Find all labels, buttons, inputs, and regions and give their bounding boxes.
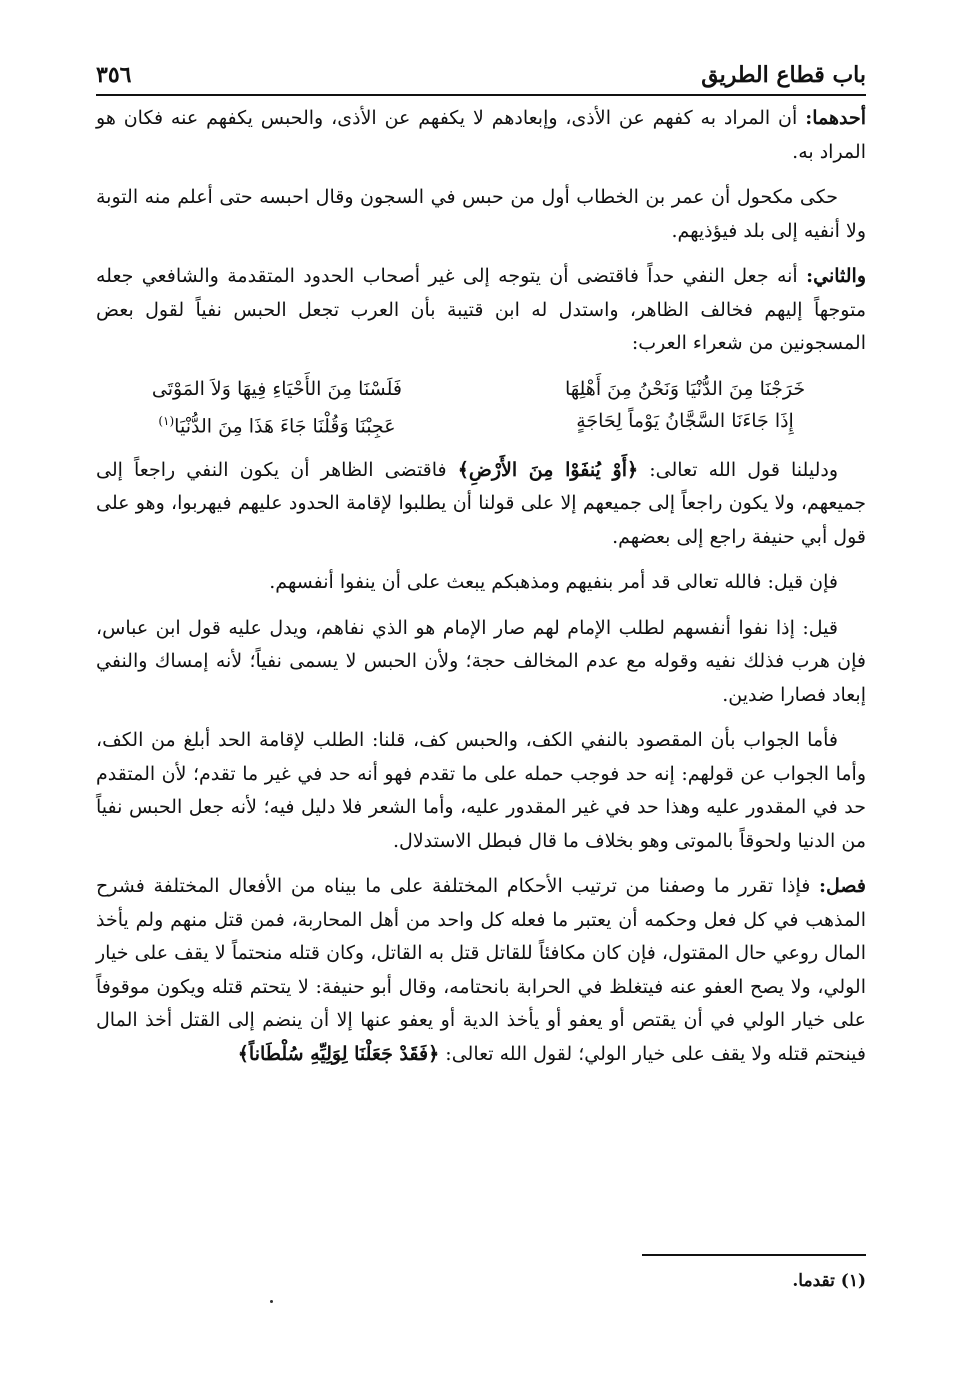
paragraph-8 [96, 870, 866, 1071]
paragraph-3-term: والثاني: [806, 265, 866, 287]
paragraph-7 [96, 724, 866, 858]
paragraph-4-text-a: ودليلنا قول الله تعالى: [638, 458, 838, 481]
scan-speck [270, 1300, 273, 1303]
paragraph-3-text: أنه جعل النفي حداً فاقتضى أن يتوجه إلى غير أصحاب الحدود المتقدمة والشافعي جعله متوجهاً إليهم فخالف الظاهر، واستدل له ابن قتيبة بأن العرب تجعل الحبس نفياً لقول بعض المسجونين من شعراء العرب: [96, 265, 866, 354]
footnote-reference: (١) [158, 413, 175, 428]
paragraph-6-text: قيل: إذا نفوا أنفسهم لطلب الإمام لهم صار الإمام هو الذي نفاهم، ويدل عليه قول ابن عباس، فإن هرب فذلك نفيه وقوله مع عدم المخالف حجة؛ ولأن الحبس لا يسمى نفياً؛ لأنه إمساك والنفي إبعاد فصارا ضدين. [96, 616, 866, 706]
poem-line-2 [96, 405, 866, 442]
poem-line-1 [96, 373, 866, 405]
poem-line-2-second-hemistich: عَجِبْنَا وَقُلْنَا جَاءَ هَذَا مِنَ الدُّنْيَا [174, 414, 396, 437]
paragraph-2-text: حكى مكحول أن عمر بن الخطاب أول من حبس في السجون وقال احبسه حتى أعلم منه التوبة ولا أنفيه إلى بلد فيؤذيهم. [96, 186, 866, 242]
paragraph-1 [96, 102, 866, 169]
paragraph-4 [96, 454, 866, 555]
quran-verse-1: ﴿أَوْ يُنفَوْا مِنَ الأَرْضِ﴾ [457, 458, 639, 481]
paragraph-2 [96, 181, 866, 248]
footnote-divider [642, 1254, 866, 1256]
quran-verse-2: ﴿فَقَدْ جَعَلْنَا لِوَلِيِّهِ سُلْطَاناً﴾ [237, 1042, 440, 1065]
poem-line-1-first-hemistich: خَرَجْنَا مِنَ الدُّنْيَا وَنَحْنُ مِنَ أَهْلِهَا [564, 377, 806, 400]
chapter-title: باب قطاع الطريق [701, 62, 866, 88]
section-heading-fasl: فصل: [819, 875, 866, 898]
poem-line-2-first-hemistich: إِذَا جَاءَنَا السَّجَّانُ يَوْماً لِحَاجَةٍ [576, 409, 794, 432]
paragraph-5 [96, 566, 866, 600]
page-number: ٣٥٦ [96, 62, 132, 88]
paragraph-7-text: فأما الجواب بأن المقصود بالنفي الكف، والحبس كف، قلنا: الطلب لإقامة الحد أبلغ من الكف، وأما الجواب عن قولهم: إنه حد فوجب حمله على ما تقدم فهو أنه حد في غير ما تقدم؛ لأن المتقدم حد في المقدور عليه وهذا حد في غير المقدور عليه، وأما الشعر فلا دليل فيه؛ لأنه جعل الحبس نفياً من الدنيا ولحوقاً بالموتى وهو بخلاف ما قال فبطل الاستدلال. [96, 729, 866, 852]
paragraph-6 [96, 612, 866, 713]
poem [96, 373, 866, 442]
paragraph-1-term: أحدهما: [805, 107, 866, 129]
poem-line-2-second-hemistich-wrap [96, 405, 458, 442]
paragraph-3 [96, 260, 866, 361]
page-header [96, 58, 866, 96]
footnote: (١) تقدما. [792, 1271, 866, 1291]
paragraph-5-text: فإن قيل: فالله تعالى قد أمر بنفيهم ومذهبكم يبعث على أن ينفوا أنفسهم. [269, 571, 838, 594]
paragraph-4-text-b: فاقتضى الظاهر أن يكون النفي راجعاً إلى جميعهم، ولا يكون راجعاً إلى جميعهم إلا على قولنا أن يطلبوا لإقامة الحدود عليهم فيهربوا، وهو على قول أبي حنيفة راجع إلى بعضهم. [96, 458, 866, 548]
poem-line-1-second-hemistich: فَلَسْنَا مِنَ الأَحْيَاءِ فِيهَا وَلاَ المَوْتَى [151, 377, 402, 400]
paragraph-1-text: أن المراد به كفهم عن الأذى، وإبعادهم لا يكفهم عن الأذى، والحبس يكفهم عنه فكان هو المراد به. [96, 107, 866, 163]
paragraph-8-text: فإذا تقرر ما وصفنا من ترتيب الأحكام المختلفة على ما بيناه من الأفعال المختلفة فشرح المذهب في كل فعل وحكمه أن يعتبر ما فعله كل واحد من أهل المحاربة، فمن قتل منهم ولم يأخذ المال روعي حال المقتول، فإن كان مكافئاً للقاتل قتل به القاتل، وكان قتله منحتماً لا يقف على خيار الولي، ولا يصح العفو عنه فيتغلظ في الحرابة بانحتامه، وقال أبو حنيفة: لا يتحتم قتله ويكون موقوفاً على خيار الولي في أن يقتص أو يعفو أو يأخذ الدية أو يعفو عنها إلا أن ينضم إلى القتل أخذ المال فينحتم قتله ولا يقف على خيار الولي؛ لقول الله تعالى: [96, 875, 866, 1065]
